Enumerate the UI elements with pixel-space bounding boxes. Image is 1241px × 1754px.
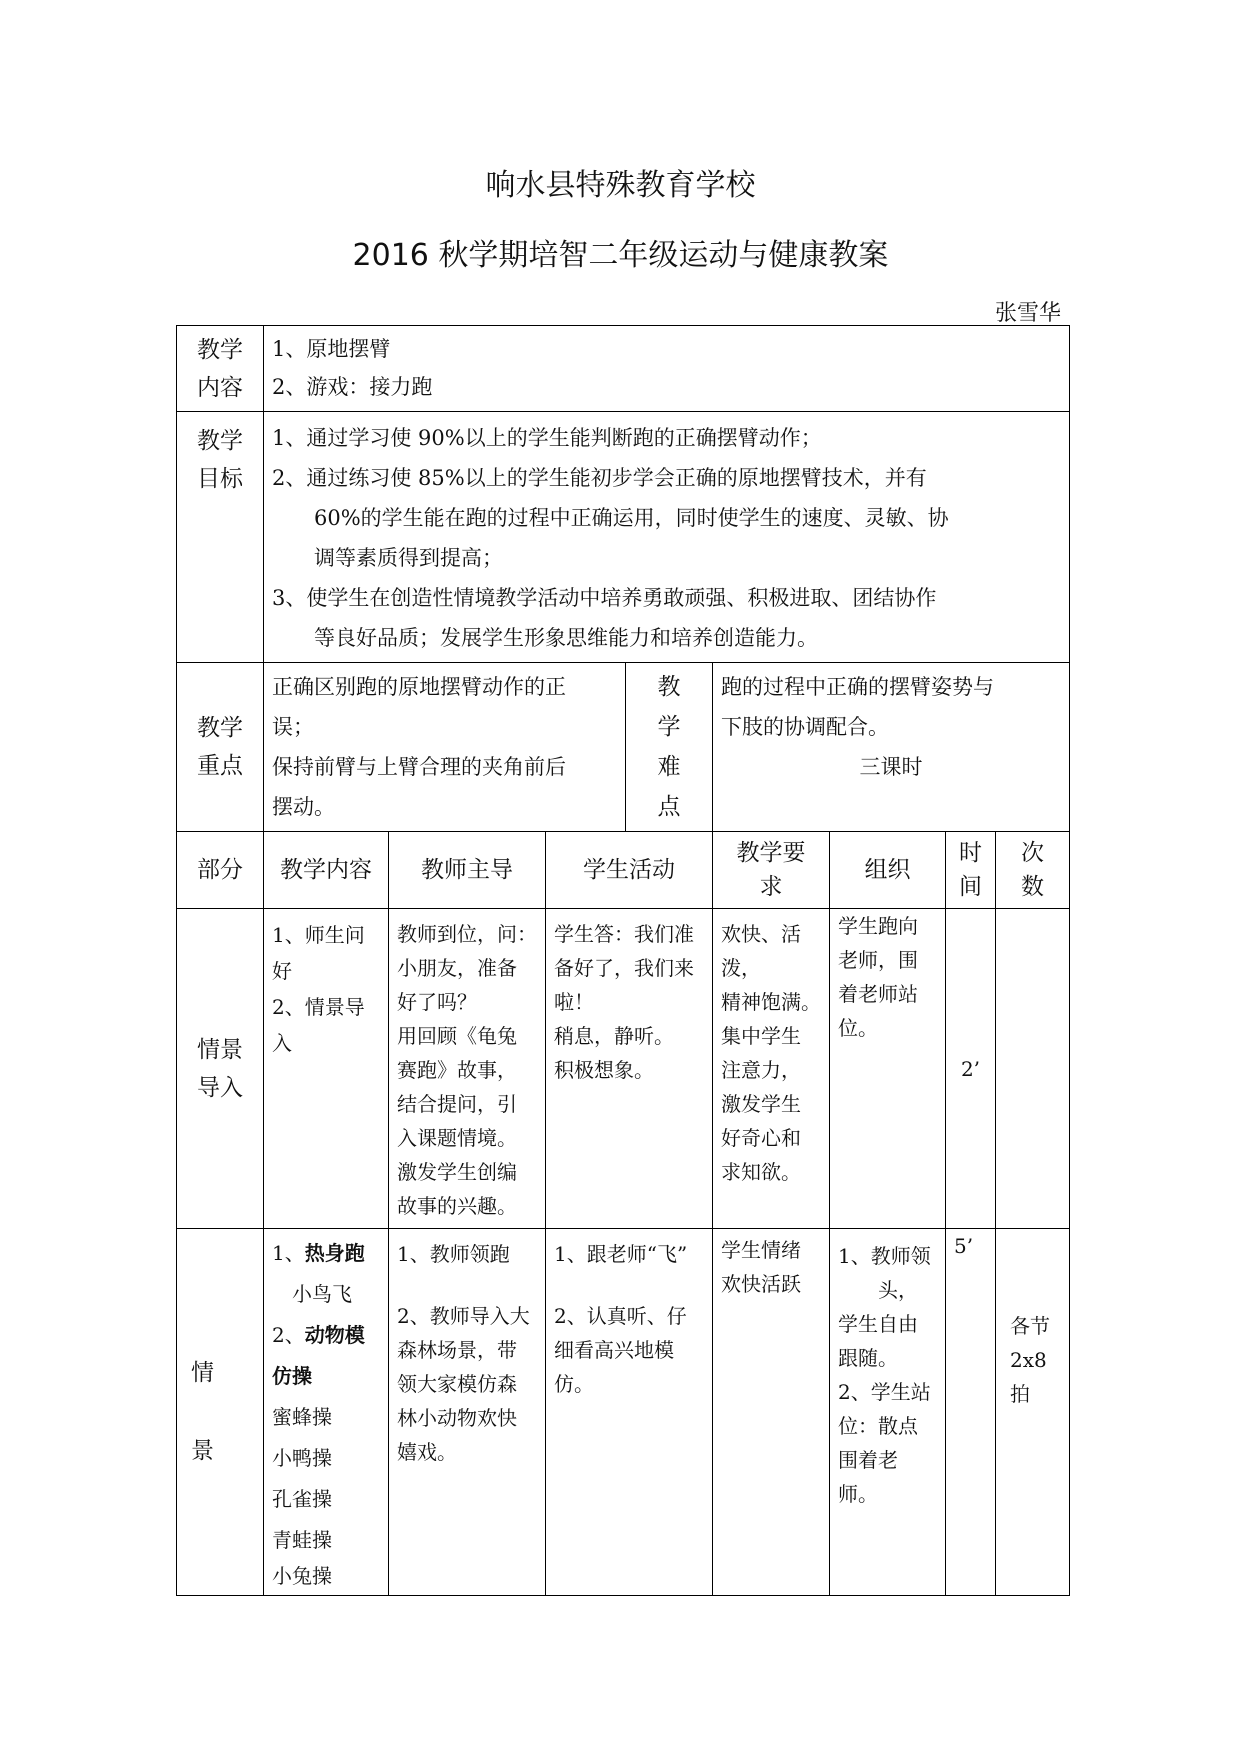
column-header-row bbox=[177, 832, 1070, 909]
part-cell: 情景 导入 bbox=[177, 909, 264, 1229]
plan-title: 2016 秋学期培智二年级运动与健康教案 bbox=[352, 238, 889, 273]
time-cell: 2’ bbox=[946, 909, 996, 1229]
requirement-cell: 学生情绪 欢快活跃 bbox=[713, 1229, 830, 1596]
table-row bbox=[177, 909, 1070, 1229]
table-row bbox=[177, 1229, 1070, 1596]
teacher-cell: 教师到位，问： 小朋友，准备 好了吗？ 用回顾《龟兔 赛跑》故事， 结合提问，引 入课题情境。 激发学生创编 故事的兴趣。 bbox=[389, 909, 546, 1229]
col-requirement: 教学要 求 bbox=[713, 832, 830, 909]
teacher-cell: 1、教师领跑 2、教师导入大 森林场景，带 领大家模仿森 林小动物欢快 嬉戏。 bbox=[389, 1229, 546, 1596]
content-label: 教学 内容 bbox=[177, 326, 264, 412]
keypoints-label: 教学 重点 bbox=[177, 663, 264, 832]
organization-cell: 学生跑向 老师，围 着老师站 位。 bbox=[830, 909, 946, 1229]
content-item: 2、游戏：接力跑 bbox=[272, 375, 433, 399]
organization-cell: 1、教师领 头， 学生自由 跟随。 2、学生站 位：散点 围着老师。 bbox=[830, 1229, 946, 1596]
student-cell: 1、跟老师“飞” 2、认真听、仔 细看高兴地模 仿。 bbox=[546, 1229, 713, 1596]
keypoints-row bbox=[177, 663, 1070, 832]
count-cell: 各节 2x8 拍 bbox=[996, 1229, 1070, 1596]
content-row bbox=[177, 326, 1070, 412]
col-time: 时 间 bbox=[946, 832, 996, 909]
difficulty-label: 教 学 难 点 bbox=[626, 663, 713, 832]
requirement-cell: 欢快、活 泼， 精神饱满。 集中学生 注意力， 激发学生 好奇心和 求知欲。 bbox=[713, 909, 830, 1229]
col-part: 部分 bbox=[177, 832, 264, 909]
col-student: 学生活动 bbox=[546, 832, 713, 909]
goal-3: 3、使学生在创造性情境教学活动中培养勇敢顽强、积极进取、团结协作 bbox=[272, 586, 937, 610]
time-cell: 5’ bbox=[946, 1229, 996, 1596]
content-item: 1、原地摆臂 bbox=[272, 337, 391, 361]
part-cell: 情 景 bbox=[177, 1229, 264, 1596]
content-cell bbox=[264, 326, 1070, 412]
goals-label: 教学 目标 bbox=[177, 412, 264, 663]
content-cell: 1、热身跑 小鸟飞 2、动物模 仿操 蜜蜂操 小鸭操 孔雀操 青蛙操 小兔操 bbox=[264, 1229, 389, 1596]
count-cell bbox=[996, 909, 1070, 1229]
goals-row bbox=[177, 412, 1070, 663]
goal-2: 2、通过练习使 85%以上的学生能初步学会正确的原地摆臂技术，并有 bbox=[272, 466, 927, 490]
col-organization: 组织 bbox=[830, 832, 946, 909]
col-teacher: 教师主导 bbox=[389, 832, 546, 909]
lesson-plan-table bbox=[176, 325, 1070, 1596]
author-name: 张雪华 bbox=[994, 301, 1061, 326]
content-cell: 1、师生问 好 2、情景导 入 bbox=[264, 909, 389, 1229]
col-content: 教学内容 bbox=[264, 832, 389, 909]
goals-cell: 1、通过学习使 90%以上的学生能判断跑的正确摆臂动作； 2、通过练习使 85%以上的学生能初步学会正确的原地摆臂技术，并有 60%的学生能在跑的过程中正确运用，同时使学生的速度、灵敏、协 调等素质得到提高； 3、使学生在创造性情境教学活动中培养勇敢顽强、积极进取、团结协作 等良好品质；发展学生形象思维能力和培养创造能力。 bbox=[264, 412, 1070, 663]
student-cell: 学生答：我们准 备好了，我们来 啦！ 稍息，静听。 积极想象。 bbox=[546, 909, 713, 1229]
lesson-count: 三课时 bbox=[859, 755, 923, 779]
difficulty-cell: 跑的过程中正确的摆臂姿势与 下肢的协调配合。 三课时 bbox=[713, 663, 1070, 832]
col-count: 次 数 bbox=[996, 832, 1070, 909]
keypoints-cell: 正确区别跑的原地摆臂动作的正 误； 保持前臂与上臂合理的夹角前后 摆动。 bbox=[264, 663, 626, 832]
school-title: 响水县特殊教育学校 bbox=[485, 168, 756, 203]
goal-1: 1、通过学习使 90%以上的学生能判断跑的正确摆臂动作； bbox=[272, 426, 822, 450]
